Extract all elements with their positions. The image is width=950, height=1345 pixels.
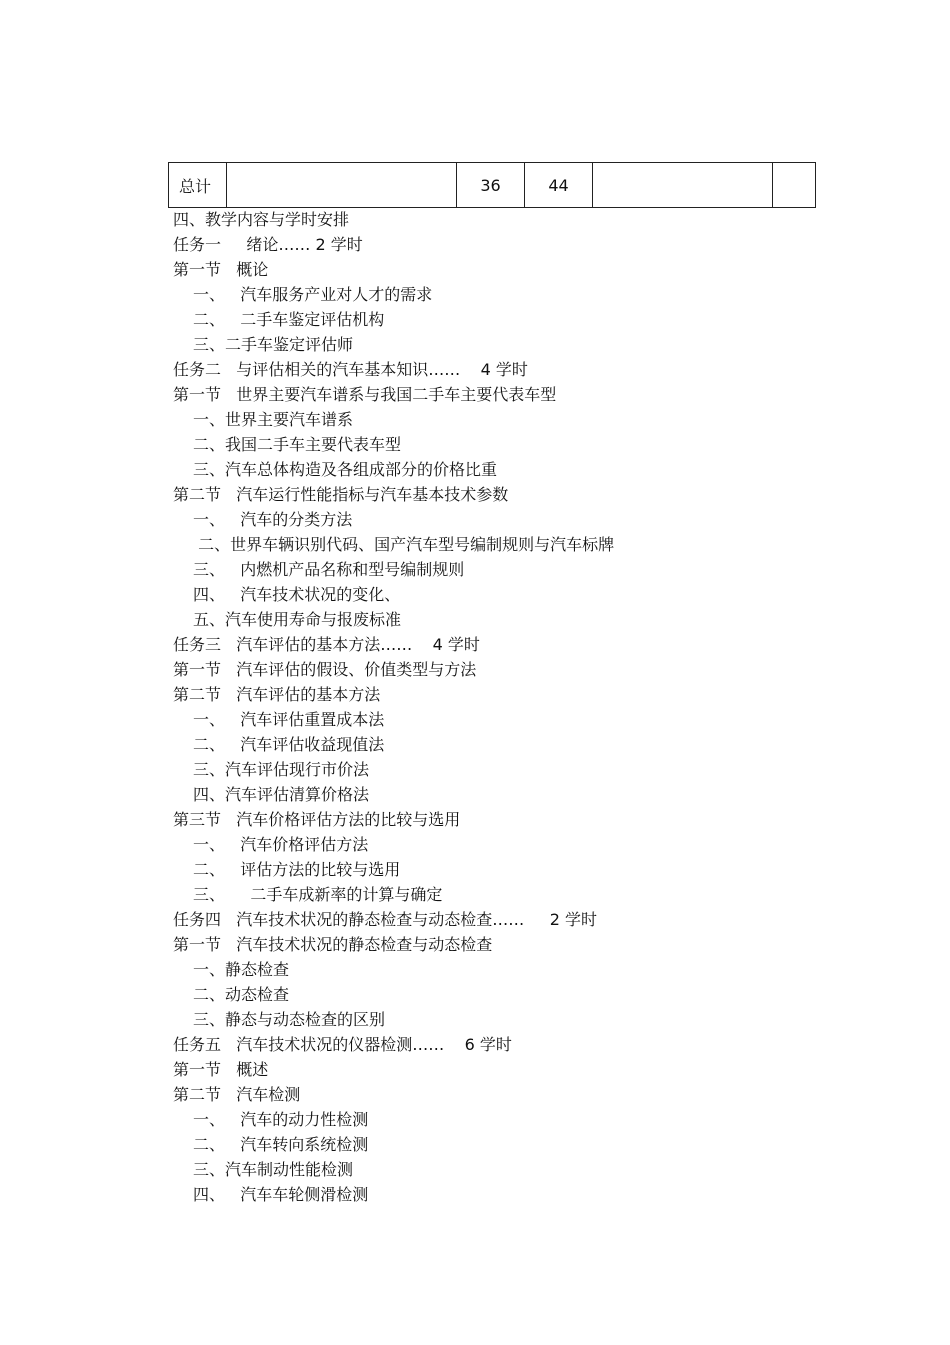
section-heading: 四、教学内容与学时安排 xyxy=(173,210,350,229)
section-heading: 第二节 汽车运行性能指标与汽车基本技术参数 xyxy=(173,485,509,504)
section-heading: 任务四 汽车技术状况的静态检查与动态检查…… 2 学时 xyxy=(173,910,597,929)
outline-item: 三、二手车鉴定评估师 xyxy=(193,335,354,354)
outline-item: 二、 汽车评估收益现值法 xyxy=(193,735,385,754)
outline-item: 一、 汽车的分类方法 xyxy=(193,510,353,529)
outline-item: 一、世界主要汽车谱系 xyxy=(193,410,354,429)
section-heading: 第三节 汽车价格评估方法的比较与选用 xyxy=(173,810,461,829)
outline-item: 四、汽车评估清算价格法 xyxy=(193,785,370,804)
outline-item: 一、 汽车服务产业对人才的需求 xyxy=(193,285,433,304)
section-heading: 任务二 与评估相关的汽车基本知识…… 4 学时 xyxy=(173,360,528,379)
outline-item: 二、 二手车鉴定评估机构 xyxy=(193,310,385,329)
section-heading: 第一节 概论 xyxy=(173,260,269,279)
section-heading: 第一节 汽车技术状况的静态检查与动态检查 xyxy=(173,935,493,954)
outline-item: 五、汽车使用寿命与报废标准 xyxy=(193,610,402,629)
section-heading: 任务一 绪论…… 2 学时 xyxy=(173,235,363,254)
empty-cell xyxy=(773,163,816,208)
total-value-cell-2: 44 xyxy=(525,163,593,208)
empty-cell xyxy=(593,163,773,208)
outline-item: 四、 汽车技术状况的变化、 xyxy=(193,585,401,604)
outline-item: 二、动态检查 xyxy=(193,985,290,1004)
outline-item: 三、静态与动态检查的区别 xyxy=(193,1010,386,1029)
section-heading: 任务五 汽车技术状况的仪器检测…… 6 学时 xyxy=(173,1035,512,1054)
outline-item: 三、汽车总体构造及各组成部分的价格比重 xyxy=(193,460,498,479)
outline-item: 一、 汽车价格评估方法 xyxy=(193,835,369,854)
outline-item: 三、汽车评估现行市价法 xyxy=(193,760,370,779)
section-heading: 任务三 汽车评估的基本方法…… 4 学时 xyxy=(173,635,480,654)
total-label-cell: 总计 xyxy=(169,163,227,208)
outline-item: 四、 汽车车轮侧滑检测 xyxy=(193,1185,369,1204)
outline-item: 三、汽车制动性能检测 xyxy=(193,1160,354,1179)
outline-item: 三、 二手车成新率的计算与确定 xyxy=(193,885,443,904)
outline-item: 二、世界车辆识别代码、国产汽车型号编制规则与汽车标牌 xyxy=(193,535,615,554)
syllabus-content xyxy=(173,207,873,1207)
section-heading: 第一节 世界主要汽车谱系与我国二手车主要代表车型 xyxy=(173,385,557,404)
section-heading: 第一节 概述 xyxy=(173,1060,269,1079)
outline-item: 一、 汽车评估重置成本法 xyxy=(193,710,385,729)
outline-item: 一、静态检查 xyxy=(193,960,290,979)
total-value-cell-1: 36 xyxy=(457,163,525,208)
outline-item: 三、 内燃机产品名称和型号编制规则 xyxy=(193,560,465,579)
outline-item: 二、 评估方法的比较与选用 xyxy=(193,860,401,879)
summary-table xyxy=(168,162,816,208)
section-heading: 第一节 汽车评估的假设、价值类型与方法 xyxy=(173,660,477,679)
section-heading: 第二节 汽车检测 xyxy=(173,1085,301,1104)
empty-cell xyxy=(227,163,457,208)
outline-item: 一、 汽车的动力性检测 xyxy=(193,1110,369,1129)
section-heading: 第二节 汽车评估的基本方法 xyxy=(173,685,381,704)
outline-item: 二、我国二手车主要代表车型 xyxy=(193,435,402,454)
outline-item: 二、 汽车转向系统检测 xyxy=(193,1135,369,1154)
summary-row xyxy=(169,163,816,208)
